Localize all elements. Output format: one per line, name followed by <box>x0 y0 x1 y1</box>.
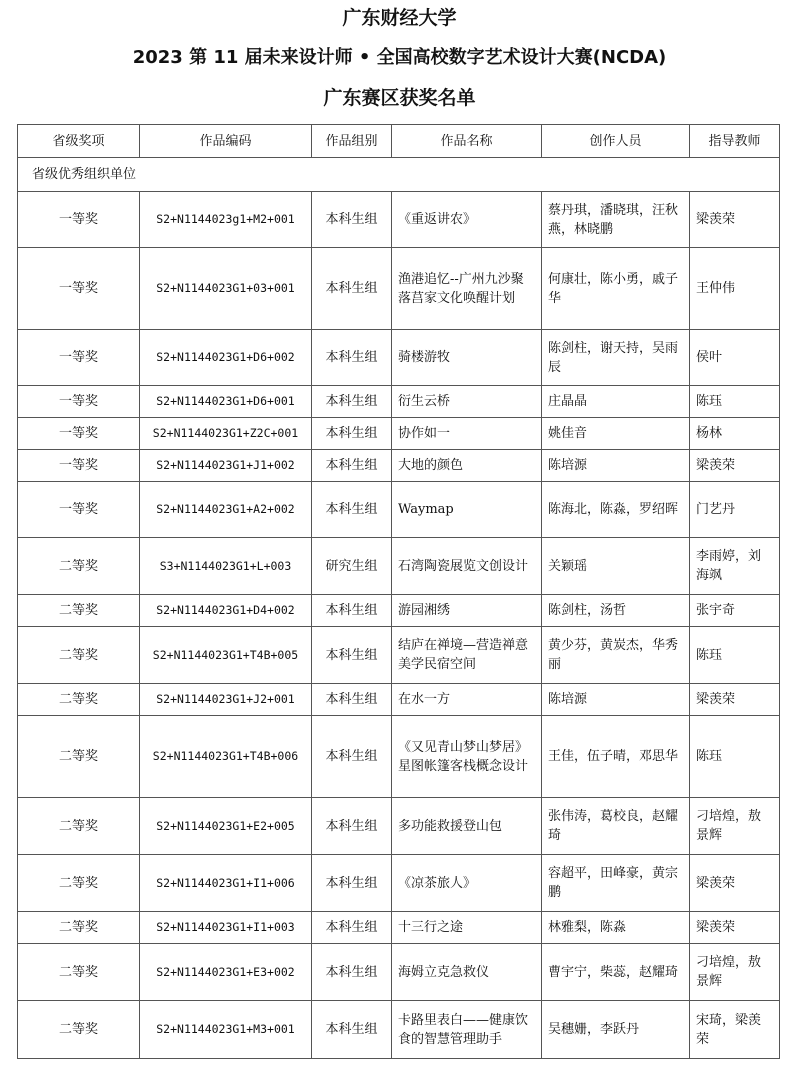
cell-creators: 王佳，伍子晴，邓思华 <box>542 716 690 798</box>
cell-teacher: 陈珏 <box>690 386 780 418</box>
cell-creators: 林雅梨，陈淼 <box>542 912 690 944</box>
cell-award: 二等奖 <box>18 627 140 684</box>
cell-code: S3+N1144023G1+L+003 <box>140 538 312 595</box>
cell-group: 本科生组 <box>312 944 392 1001</box>
cell-creators: 姚佳音 <box>542 418 690 450</box>
cell-teacher: 陈珏 <box>690 627 780 684</box>
cell-creators: 蔡丹琪，潘晓琪，汪秋燕，林晓鹏 <box>542 192 690 248</box>
cell-work-name: 渔港追忆--广州九沙聚落莒家文化唤醒计划 <box>392 248 542 330</box>
header-code: 作品编码 <box>140 125 312 158</box>
cell-code: S2+N1144023G1+03+001 <box>140 248 312 330</box>
cell-group: 本科生组 <box>312 1001 392 1059</box>
university-title: 广东财经大学 <box>342 7 457 29</box>
cell-work-name: 协作如一 <box>392 418 542 450</box>
cell-award: 一等奖 <box>18 192 140 248</box>
cell-code: S2+N1144023G1+E2+005 <box>140 798 312 855</box>
cell-code: S2+N1144023G1+D6+001 <box>140 386 312 418</box>
cell-creators: 何康壮，陈小勇，戚子华 <box>542 248 690 330</box>
table-row <box>18 716 780 798</box>
cell-work-name: 海姆立克急救仪 <box>392 944 542 1001</box>
cell-group: 研究生组 <box>312 538 392 595</box>
table-row <box>18 538 780 595</box>
competition-title: 2023 第 11 届未来设计师 • 全国高校数字艺术设计大赛(NCDA) <box>132 47 667 68</box>
cell-creators: 陈海北，陈淼，罗绍晖 <box>542 482 690 538</box>
list-title: 广东赛区获奖名单 <box>323 87 476 109</box>
table-row <box>18 248 780 330</box>
table-row <box>18 627 780 684</box>
cell-teacher: 王仲伟 <box>690 248 780 330</box>
cell-code: S2+N1144023G1+D4+002 <box>140 595 312 627</box>
cell-award: 二等奖 <box>18 798 140 855</box>
table-row <box>18 684 780 716</box>
cell-award: 二等奖 <box>18 538 140 595</box>
table-row <box>18 386 780 418</box>
header-group: 作品组别 <box>312 125 392 158</box>
cell-group: 本科生组 <box>312 450 392 482</box>
section-label: 省级优秀组织单位 <box>18 158 780 192</box>
cell-group: 本科生组 <box>312 716 392 798</box>
cell-teacher: 陈珏 <box>690 716 780 798</box>
cell-award: 一等奖 <box>18 386 140 418</box>
table-row <box>18 330 780 386</box>
cell-work-name: 骑楼游牧 <box>392 330 542 386</box>
cell-work-name: 在水一方 <box>392 684 542 716</box>
cell-code: S2+N1144023g1+M2+001 <box>140 192 312 248</box>
cell-work-name: Waymap <box>392 482 542 538</box>
cell-teacher: 李雨婷，刘海飒 <box>690 538 780 595</box>
cell-work-name: 结庐在禅境—营造禅意美学民宿空间 <box>392 627 542 684</box>
cell-award: 二等奖 <box>18 716 140 798</box>
cell-code: S2+N1144023G1+Z2C+001 <box>140 418 312 450</box>
cell-group: 本科生组 <box>312 330 392 386</box>
table-row <box>18 595 780 627</box>
cell-creators: 曹宇宁，柴蕊，赵耀琦 <box>542 944 690 1001</box>
cell-group: 本科生组 <box>312 855 392 912</box>
cell-teacher: 侯叶 <box>690 330 780 386</box>
cell-work-name: 衍生云桥 <box>392 386 542 418</box>
cell-group: 本科生组 <box>312 684 392 716</box>
cell-work-name: 多功能救援登山包 <box>392 798 542 855</box>
cell-creators: 容超平，田峰豪，黄宗鹏 <box>542 855 690 912</box>
cell-teacher: 梁羡荣 <box>690 912 780 944</box>
cell-code: S2+N1144023G1+M3+001 <box>140 1001 312 1059</box>
cell-creators: 关颖瑶 <box>542 538 690 595</box>
table-row <box>18 450 780 482</box>
cell-teacher: 宋琦，梁羡荣 <box>690 1001 780 1059</box>
cell-work-name: 卡路里表白——健康饮食的智慧管理助手 <box>392 1001 542 1059</box>
cell-code: S2+N1144023G1+E3+002 <box>140 944 312 1001</box>
cell-award: 一等奖 <box>18 450 140 482</box>
cell-teacher: 张宇奇 <box>690 595 780 627</box>
cell-teacher: 门艺丹 <box>690 482 780 538</box>
cell-creators: 庄晶晶 <box>542 386 690 418</box>
cell-work-name: 石湾陶瓷展览文创设计 <box>392 538 542 595</box>
section-row <box>18 158 780 192</box>
cell-award: 二等奖 <box>18 1001 140 1059</box>
cell-code: S2+N1144023G1+I1+006 <box>140 855 312 912</box>
cell-teacher: 杨林 <box>690 418 780 450</box>
table-row <box>18 798 780 855</box>
cell-group: 本科生组 <box>312 248 392 330</box>
cell-work-name: 《重返讲农》 <box>392 192 542 248</box>
cell-code: S2+N1144023G1+T4B+005 <box>140 627 312 684</box>
cell-work-name: 大地的颜色 <box>392 450 542 482</box>
header-award: 省级奖项 <box>18 125 140 158</box>
cell-award: 二等奖 <box>18 684 140 716</box>
cell-creators: 陈剑柱，谢天持，吴雨辰 <box>542 330 690 386</box>
cell-creators: 吴穗姗，李跃丹 <box>542 1001 690 1059</box>
cell-teacher: 梁羡荣 <box>690 192 780 248</box>
cell-work-name: 十三行之途 <box>392 912 542 944</box>
cell-group: 本科生组 <box>312 418 392 450</box>
cell-code: S2+N1144023G1+A2+002 <box>140 482 312 538</box>
table-row <box>18 912 780 944</box>
cell-work-name: 《又见青山梦山梦居》星图帐篷客栈概念设计 <box>392 716 542 798</box>
cell-work-name: 游园湘绣 <box>392 595 542 627</box>
cell-creators: 陈培源 <box>542 450 690 482</box>
cell-group: 本科生组 <box>312 482 392 538</box>
cell-creators: 黄少芬，黄炭杰，华秀丽 <box>542 627 690 684</box>
table-row <box>18 1001 780 1059</box>
cell-teacher: 梁羡荣 <box>690 450 780 482</box>
cell-code: S2+N1144023G1+J1+002 <box>140 450 312 482</box>
cell-award: 一等奖 <box>18 330 140 386</box>
header-teacher: 指导教师 <box>690 125 780 158</box>
cell-creators: 陈培源 <box>542 684 690 716</box>
cell-group: 本科生组 <box>312 627 392 684</box>
cell-teacher: 梁羡荣 <box>690 855 780 912</box>
table-row <box>18 418 780 450</box>
header-creators: 创作人员 <box>542 125 690 158</box>
cell-code: S2+N1144023G1+I1+003 <box>140 912 312 944</box>
cell-award: 一等奖 <box>18 248 140 330</box>
cell-teacher: 刁培煌，敖景辉 <box>690 798 780 855</box>
cell-work-name: 《凉茶旅人》 <box>392 855 542 912</box>
table-header-row <box>18 125 780 158</box>
cell-code: S2+N1144023G1+J2+001 <box>140 684 312 716</box>
cell-teacher: 梁羡荣 <box>690 684 780 716</box>
cell-group: 本科生组 <box>312 798 392 855</box>
cell-creators: 张伟涛，葛校良，赵耀琦 <box>542 798 690 855</box>
cell-award: 二等奖 <box>18 944 140 1001</box>
cell-award: 一等奖 <box>18 418 140 450</box>
award-table <box>17 124 780 1059</box>
cell-award: 一等奖 <box>18 482 140 538</box>
cell-group: 本科生组 <box>312 192 392 248</box>
cell-code: S2+N1144023G1+D6+002 <box>140 330 312 386</box>
cell-group: 本科生组 <box>312 386 392 418</box>
cell-award: 二等奖 <box>18 595 140 627</box>
header-work-name: 作品名称 <box>392 125 542 158</box>
cell-group: 本科生组 <box>312 595 392 627</box>
table-row <box>18 855 780 912</box>
cell-teacher: 刁培煌，敖景辉 <box>690 944 780 1001</box>
table-row <box>18 482 780 538</box>
cell-creators: 陈剑柱，汤哲 <box>542 595 690 627</box>
table-row <box>18 192 780 248</box>
cell-group: 本科生组 <box>312 912 392 944</box>
cell-code: S2+N1144023G1+T4B+006 <box>140 716 312 798</box>
cell-award: 二等奖 <box>18 855 140 912</box>
cell-award: 二等奖 <box>18 912 140 944</box>
table-row <box>18 944 780 1001</box>
